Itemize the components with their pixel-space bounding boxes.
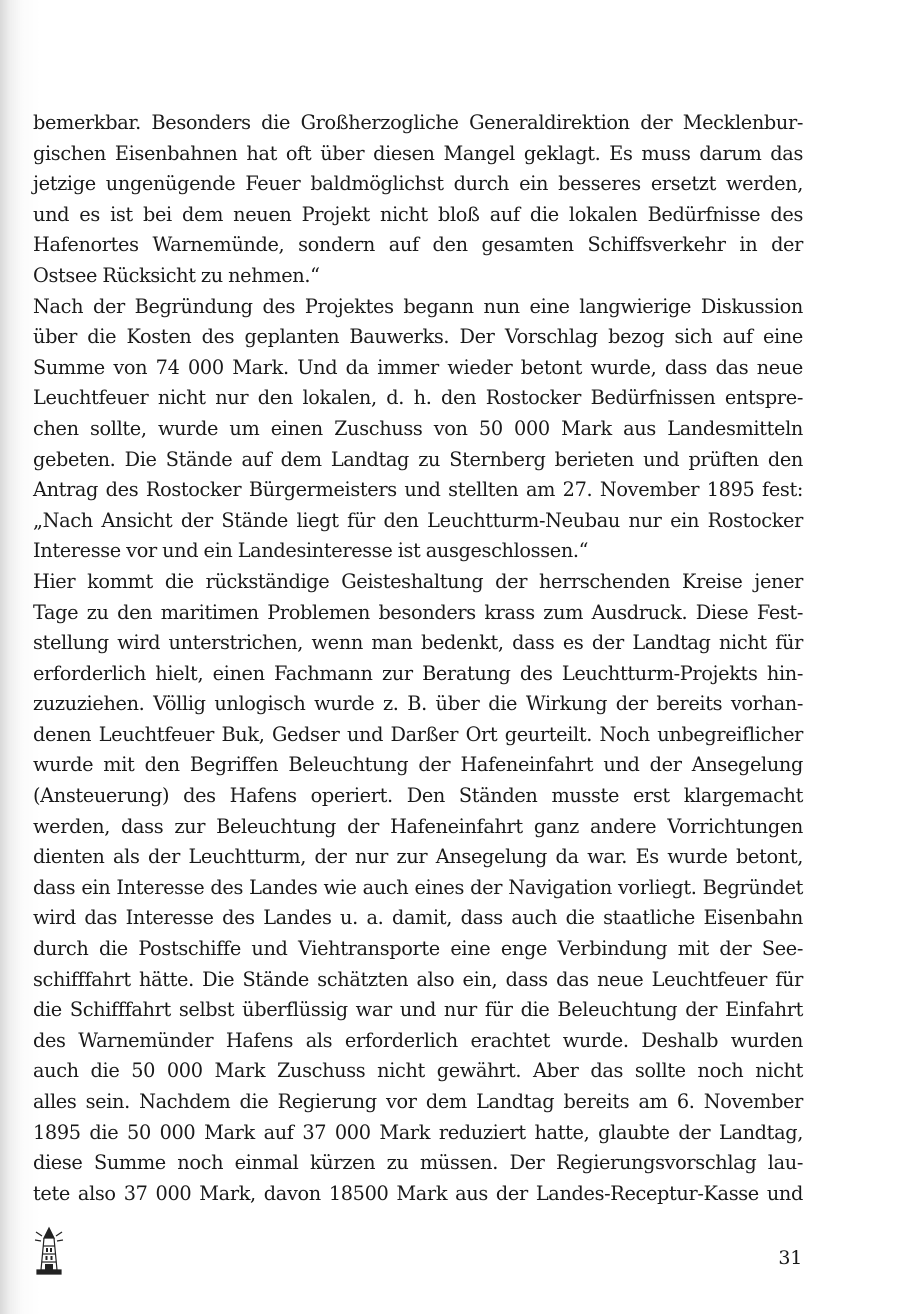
- text-line: dienten als der Leuchtturm, der nur zur Ansegelung da war. Es wurde betont,: [33, 845, 803, 869]
- text-line: diese Summe noch einmal kürzen zu müssen. Der Regierungsvorschlag lau-: [33, 1151, 803, 1175]
- text-line: Antrag des Rostocker Bürgermeisters und stellten am 27. November 1895 fest:: [33, 478, 803, 502]
- text-line: gebeten. Die Stände auf dem Landtag zu Sternberg berieten und prüften den: [33, 447, 803, 471]
- text-line: wird das Interesse des Landes u. a. damit, dass auch die staatliche Eisenbahn: [33, 906, 803, 930]
- text-line: des Warnemünder Hafens als erforderlich erachtet wurde. Deshalb wurden: [33, 1028, 803, 1052]
- text-line: Hafenortes Warnemünde, sondern auf den gesamten Schiffsverkehr in der: [33, 233, 803, 257]
- body-text: [33, 108, 803, 1209]
- text-line: werden, dass zur Beleuchtung der Hafeneinfahrt ganz andere Vorrichtungen: [33, 814, 803, 838]
- text-line: Leuchtfeuer nicht nur den lokalen, d. h. den Rostocker Bedürfnissen entspre-: [33, 386, 803, 410]
- text-line: 1895 die 50 000 Mark auf 37 000 Mark reduziert hatte, glaubte der Landtag,: [33, 1120, 803, 1144]
- text-line: Hier kommt die rückständige Geisteshaltung der herrschenden Kreise jener: [33, 569, 803, 593]
- text-line: schifffahrt hätte. Die Stände schätzten also ein, dass das neue Leuchtfeuer für: [33, 967, 803, 991]
- text-line: jetzige ungenügende Feuer baldmöglichst durch ein besseres ersetzt werden,: [33, 172, 803, 196]
- text-line: durch die Postschiffe und Viehtransporte eine enge Verbindung mit der See-: [33, 937, 803, 961]
- text-line: alles sein. Nachdem die Regierung vor dem Landtag bereits am 6. November: [33, 1090, 803, 1113]
- text-line: zuzuziehen. Völlig unlogisch wurde z. B. über die Wirkung der bereits vorhan-: [33, 692, 803, 716]
- text-line: „Nach Ansicht der Stände liegt für den Leuchtturm-Neubau nur ein Rostocker: [33, 508, 803, 532]
- text-line: Nach der Begründung des Projektes begann nun eine langwierige Diskussion: [33, 294, 803, 318]
- text-line: tete also 37 000 Mark, davon 18500 Mark aus der Landes-Receptur-Kasse und: [33, 1181, 803, 1205]
- text-line: und es ist bei dem neuen Projekt nicht bloß auf die lokalen Bedürfnisse des: [33, 202, 803, 226]
- text-line: stellung wird unterstrichen, wenn man bedenkt, dass es der Landtag nicht für: [33, 631, 803, 655]
- text-line: gischen Eisenbahnen hat oft über diesen Mangel geklagt. Es muss darum das: [33, 141, 803, 165]
- text-line: erforderlich hielt, einen Fachmann zur Beratung des Leuchtturm-Projekts hin-: [33, 661, 803, 685]
- text-line: (Ansteuerung) des Hafens operiert. Den Ständen musste erst klargemacht: [33, 784, 803, 808]
- lighthouse-emblem-icon: [32, 1224, 66, 1276]
- text-line: bemerkbar. Besonders die Großherzogliche Generaldirektion der Mecklenbur-: [33, 111, 803, 134]
- text-line: die Schifffahrt selbst überflüssig war und nur für die Beleuchtung der Einfahrt: [33, 998, 803, 1022]
- text-line: dass ein Interesse des Landes wie auch eines der Navigation vorliegt. Begründet: [33, 875, 803, 899]
- text-line: Interesse vor und ein Landesinteresse ist ausgeschlossen.“: [33, 539, 589, 563]
- text-line: wurde mit den Begriffen Beleuchtung der Hafeneinfahrt und der Ansegelung: [33, 753, 803, 777]
- text-line: auch die 50 000 Mark Zuschuss nicht gewährt. Aber das sollte noch nicht: [33, 1059, 803, 1083]
- text-line: Tage zu den maritimen Problemen besonders krass zum Ausdruck. Diese Fest-: [33, 600, 803, 624]
- text-line: Ostsee Rücksicht zu nehmen.“: [33, 263, 320, 287]
- text-line: denen Leuchtfeuer Buk, Gedser und Darßer Ort geurteilt. Noch unbegreiflicher: [33, 722, 803, 746]
- text-line: Summe von 74 000 Mark. Und da immer wieder betont wurde, dass das neue: [33, 355, 803, 379]
- text-line: über die Kosten des geplanten Bauwerks. Der Vorschlag bezog sich auf eine: [33, 325, 803, 349]
- page-number: 31: [778, 1247, 802, 1269]
- text-line: chen sollte, wurde um einen Zuschuss von 50 000 Mark aus Landesmitteln: [33, 416, 803, 440]
